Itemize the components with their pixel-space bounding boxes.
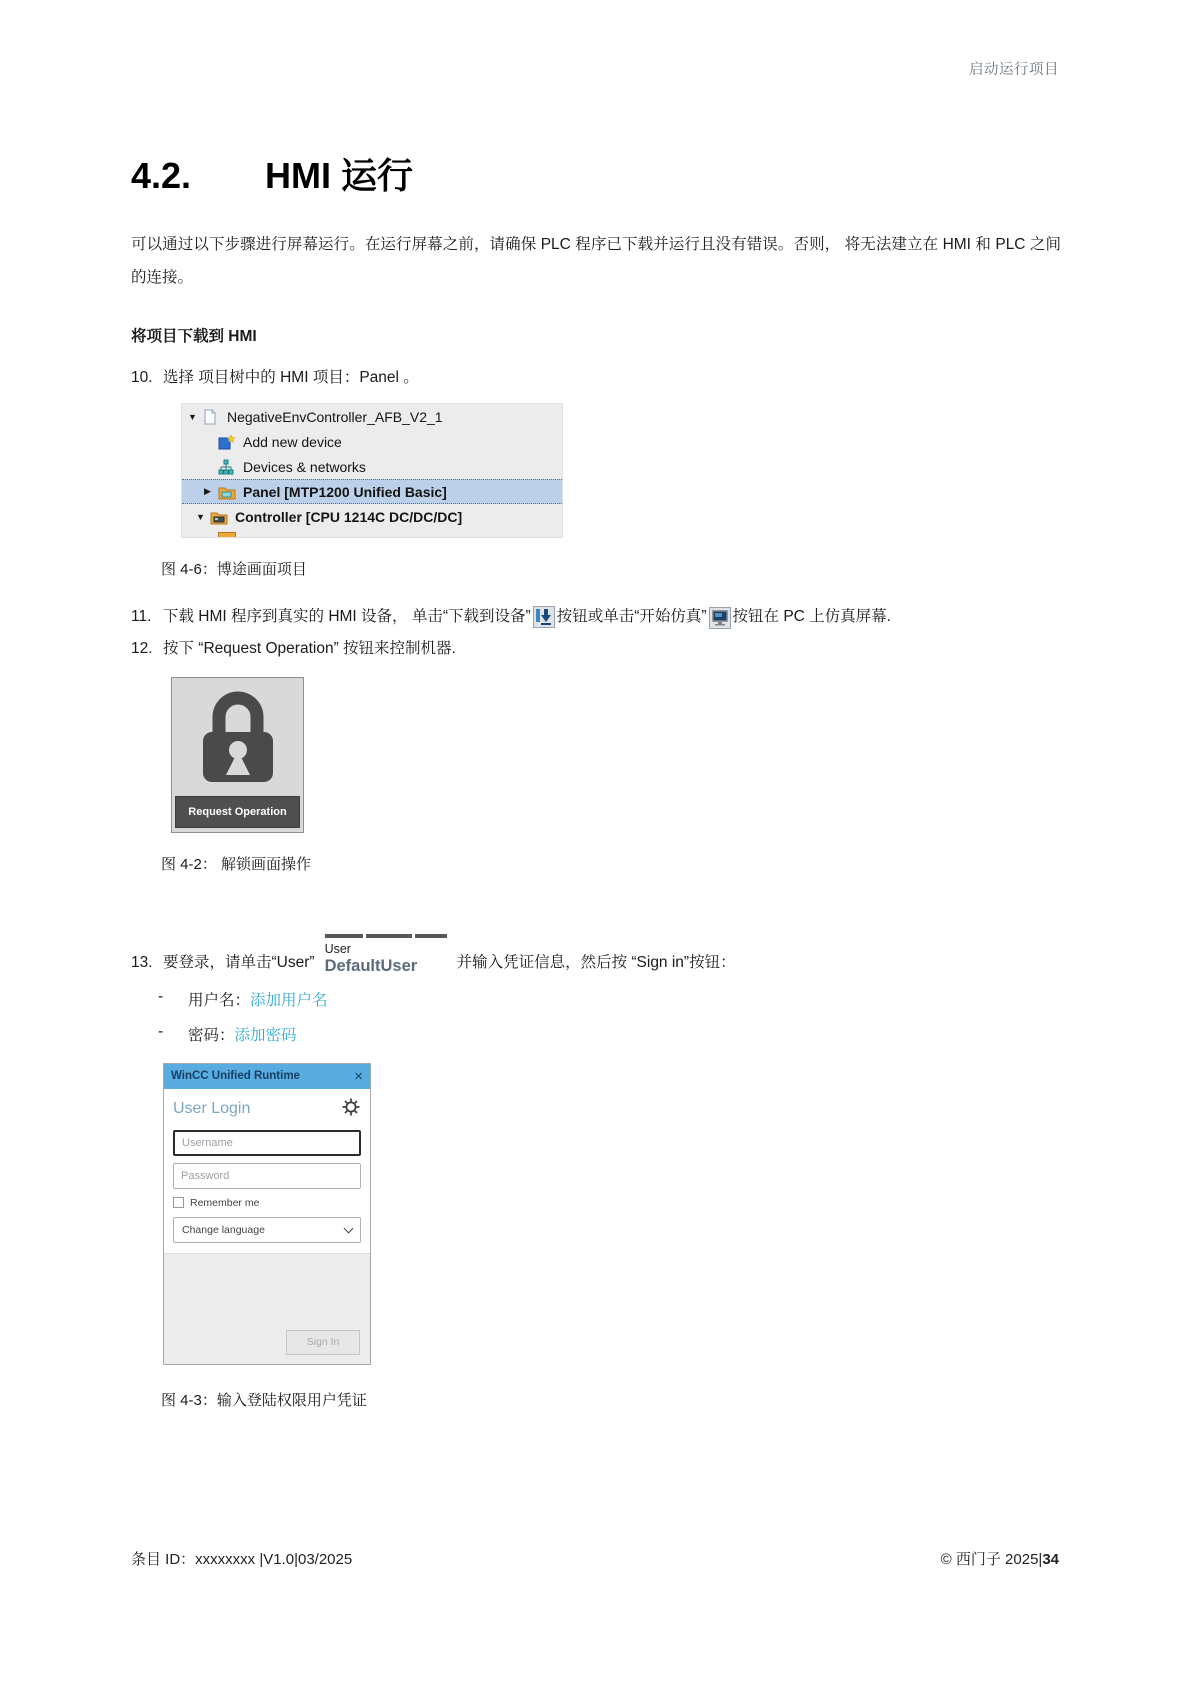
user-widget-value: DefaultUser bbox=[324, 956, 418, 975]
section-title-text: HMI 运行 bbox=[265, 155, 413, 196]
caret-down-icon[interactable]: ▼ bbox=[188, 411, 197, 422]
credential-label: 密码： bbox=[188, 1026, 235, 1044]
step-number: 10. bbox=[131, 369, 153, 387]
dialog-title: WinCC Unified Runtime bbox=[171, 1070, 300, 1083]
request-operation-button[interactable]: Request Operation bbox=[175, 796, 300, 828]
step-11 bbox=[131, 605, 1061, 629]
section-number: 4.2. bbox=[131, 155, 192, 196]
running-header: 启动运行项目 bbox=[969, 62, 1059, 78]
step-text: 按下 “Request Operation” 按钮来控制机器. bbox=[163, 640, 456, 658]
credential-password-line bbox=[158, 1023, 1061, 1045]
document-footer bbox=[131, 1548, 1059, 1569]
step-number: 12. bbox=[131, 640, 153, 658]
dialog-body bbox=[164, 1089, 370, 1243]
remember-me-checkbox[interactable] bbox=[173, 1197, 184, 1208]
tree-row-project[interactable] bbox=[182, 404, 562, 429]
tree-item-label: Panel [MTP1200 Unified Basic] bbox=[243, 483, 447, 500]
login-dialog-figure bbox=[163, 1063, 371, 1365]
footer-copyright-text: © 西门子 2025| bbox=[940, 1551, 1043, 1568]
step-text-segment: 按钮在 PC 上仿真屏幕. bbox=[732, 608, 891, 626]
password-input[interactable] bbox=[173, 1163, 361, 1189]
step-number: 13. bbox=[131, 953, 153, 971]
dialog-titlebar bbox=[164, 1064, 370, 1089]
tree-row-devices-networks[interactable] bbox=[182, 454, 562, 479]
hmi-folder-icon bbox=[218, 484, 236, 500]
step-text-segment: 要登录，请单击“User” bbox=[163, 953, 315, 971]
language-select-value: Change language bbox=[182, 1223, 265, 1236]
gear-icon[interactable] bbox=[341, 1097, 361, 1122]
close-icon[interactable]: × bbox=[354, 1067, 363, 1085]
tree-row-controller[interactable] bbox=[182, 504, 562, 529]
step-text-segment: 并输入凭证信息，然后按 “Sign in”按钮： bbox=[456, 953, 736, 971]
unlock-screen-figure bbox=[171, 677, 304, 833]
add-username-link[interactable]: 添加用户名 bbox=[250, 991, 328, 1009]
devices-networks-icon bbox=[218, 459, 236, 475]
user-widget-bar bbox=[325, 934, 447, 938]
intro-paragraph: 可以通过以下步骤进行屏幕运行。在运行屏幕之前，请确保 PLC 程序已下载并运行且没有错误。否则， 将无法建立在 HMI 和 PLC 之间的连接。 bbox=[131, 236, 1061, 286]
step-10 bbox=[131, 366, 1061, 389]
start-simulation-icon[interactable] bbox=[709, 607, 731, 629]
step-text-segment: 按钮或单击“开始仿真” bbox=[556, 608, 707, 626]
footer-page-number: 34 bbox=[1042, 1551, 1059, 1568]
tree-row-panel-selected[interactable] bbox=[182, 479, 562, 504]
username-input[interactable] bbox=[173, 1130, 361, 1156]
tree-item-label: Controller [CPU 1214C DC/DC/DC] bbox=[235, 508, 463, 525]
user-widget-figure[interactable] bbox=[325, 934, 447, 976]
step-13 bbox=[131, 930, 1061, 975]
remember-me-label: Remember me bbox=[190, 1196, 260, 1209]
credential-label: 用户名： bbox=[188, 991, 251, 1009]
user-login-heading: User Login bbox=[173, 1100, 251, 1118]
content-area bbox=[131, 148, 1061, 1410]
tree-item-label: Add new device bbox=[243, 433, 342, 450]
step-number: 11. bbox=[131, 608, 152, 626]
tree-item-label: NegativeEnvController_AFB_V2_1 bbox=[227, 408, 443, 425]
user-widget-label: User bbox=[324, 941, 351, 956]
project-tree-figure bbox=[181, 403, 563, 538]
plc-folder-icon bbox=[210, 509, 228, 525]
figure-caption-4-3: 图 4-3：输入登陆权限用户凭证 bbox=[161, 1391, 367, 1409]
credential-username-line bbox=[158, 988, 1061, 1010]
tree-row-add-new-device[interactable] bbox=[182, 429, 562, 454]
project-page-icon bbox=[202, 409, 220, 425]
tree-item-label: Devices & networks bbox=[243, 458, 366, 475]
sign-in-button[interactable]: Sign In bbox=[286, 1330, 360, 1355]
dialog-footer-area bbox=[164, 1253, 370, 1364]
tree-row-partial bbox=[182, 529, 562, 537]
add-device-icon bbox=[218, 434, 236, 450]
step-text: 选择 项目树中的 HMI 项目：Panel 。 bbox=[163, 369, 419, 387]
bullet-dash: - bbox=[158, 1022, 164, 1040]
subheading: 将项目下载到 HMI bbox=[131, 328, 257, 346]
caret-down-icon[interactable]: ▼ bbox=[196, 511, 205, 522]
caret-right-icon[interactable]: ▶ bbox=[204, 486, 211, 497]
figure-caption-4-6: 图 4-6：博途画面项目 bbox=[161, 561, 307, 579]
step-12 bbox=[131, 637, 1061, 660]
step-text-segment: 下载 HMI 程序到真实的 HMI 设备， 单击“下载到设备” bbox=[163, 608, 531, 626]
download-to-device-icon[interactable] bbox=[533, 606, 555, 628]
add-password-link[interactable]: 添加密码 bbox=[234, 1026, 297, 1044]
chevron-down-icon bbox=[344, 1223, 354, 1233]
section-title bbox=[131, 148, 1061, 199]
figure-caption-4-2: 图 4-2： 解锁画面操作 bbox=[161, 855, 312, 873]
step-text bbox=[163, 605, 1061, 629]
bullet-dash: - bbox=[158, 987, 164, 1005]
footer-copyright bbox=[941, 1548, 1059, 1569]
lock-icon bbox=[195, 678, 281, 796]
language-select[interactable] bbox=[173, 1217, 361, 1243]
footer-entry-id: 条目 ID：xxxxxxxx |V1.0|03/2025 bbox=[131, 1551, 353, 1568]
